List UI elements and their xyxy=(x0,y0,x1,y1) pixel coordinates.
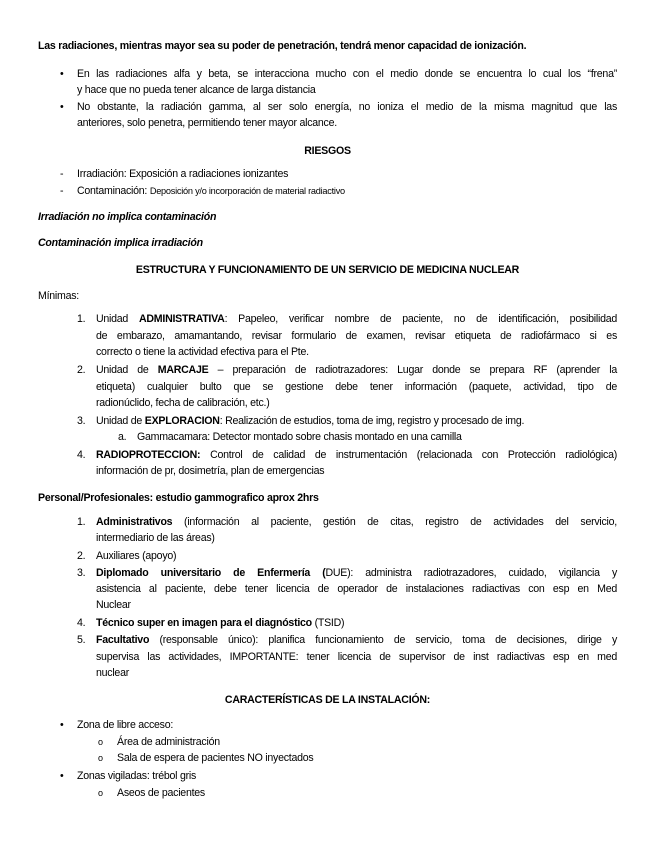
list-number: 2. xyxy=(77,364,86,376)
riesgo-item-contaminacion xyxy=(77,184,345,198)
personal-item-3-line-2: asistencia al paciente, debe tener licencia de operador de instalaciones radiactivas con esp en Med xyxy=(96,583,617,595)
sub-list-marker: a. xyxy=(118,431,127,443)
bullet-2-line-1: No obstante, la radiación gamma, al ser solo energía, no ioniza el medio de la misma magnitud que las xyxy=(77,101,617,113)
personal-item-1-line-1: Administrativos (información al paciente, gestión de citas, registro de actividades del servicio, xyxy=(96,516,617,528)
bullet-dot-icon: • xyxy=(60,770,64,782)
bullet-2-line-2: anteriores, solo penetra, permitiendo tener mayor alcance. xyxy=(77,117,337,129)
personal-item-1-line-2: intermediario de las áreas) xyxy=(96,532,215,544)
riesgo-label: Irradiación xyxy=(77,168,124,180)
personal-item-5-line-2: supervisa las actividades, IMPORTANTE: tener licencia de supervisor de inst radiactivas esp en med xyxy=(96,651,617,663)
bullet-1-line-1: En las radiaciones alfa y beta, se interacciona mucho con el medio donde se encuentra lo cual los “frena” xyxy=(77,68,617,80)
personal-heading: Personal/Profesionales: estudio gammografico aprox 2hrs xyxy=(38,492,319,504)
list-number: 4. xyxy=(77,617,86,629)
estructura-item-1-line-3: correcto o tiene la actividad efectiva para el Pte. xyxy=(96,346,309,358)
personal-item-3-line-3: Nuclear xyxy=(96,599,131,611)
bullet-1-line-2: y hace que no pueda tener alcance de larga distancia xyxy=(77,84,316,96)
estructura-item-3-sub: Gammacamara: Detector montado sobre chasis montado en una camilla xyxy=(137,431,462,443)
minimas-label: Mínimas: xyxy=(38,290,79,302)
note-contaminacion: Contaminación implica irradiación xyxy=(38,237,203,249)
instalacion-heading: CARACTERÍSTICAS DE LA INSTALACIÓN: xyxy=(224,694,431,706)
list-number: 4. xyxy=(77,449,86,461)
list-number: 1. xyxy=(77,313,86,325)
estructura-heading: ESTRUCTURA Y FUNCIONAMIENTO DE UN SERVICIO DE MEDICINA NUCLEAR xyxy=(135,264,520,276)
personal-item-2-line-1: Auxiliares (apoyo) xyxy=(96,550,177,562)
circle-bullet-icon: o xyxy=(98,788,103,798)
personal-item-5-line-3: nuclear xyxy=(96,667,129,679)
personal-item-5-line-1: Facultativo (responsable único): planifica funcionamiento de servicio, toma de decisiones, dirige y xyxy=(96,634,617,646)
riesgos-heading: RIESGOS xyxy=(304,145,351,157)
personal-item-4-line-1: Técnico super en imagen para el diagnóstico (TSID) xyxy=(96,617,345,629)
intro-paragraph: Las radiaciones, mientras mayor sea su poder de penetración, tendrá menor capacidad de ionización. xyxy=(38,40,527,52)
dash-marker: - xyxy=(60,168,64,180)
list-number: 2. xyxy=(77,550,86,562)
list-number: 3. xyxy=(77,415,86,427)
zone-sub-item: Área de administración xyxy=(117,736,220,748)
estructura-item-2-line-3: radionúclido, fecha de calibración, etc.) xyxy=(96,397,270,409)
riesgo-text: : xyxy=(144,185,150,197)
bullet-dot-icon: • xyxy=(60,719,64,731)
personal-item-3-line-1: Diplomado universitario de Enfermería (DUE): administra radiotrazadores, cuidado, vigilancia y xyxy=(96,567,618,579)
zone-sub-item: Aseos de pacientes xyxy=(117,787,205,799)
zone-libre-acceso: Zona de libre acceso: xyxy=(77,719,174,731)
dash-marker: - xyxy=(60,185,64,197)
circle-bullet-icon: o xyxy=(98,737,103,747)
list-number: 3. xyxy=(77,567,86,579)
zone-vigiladas: Zonas vigiladas: trébol gris xyxy=(77,770,197,782)
estructura-item-3-line-1: Unidad de EXPLORACION: Realización de estudios, toma de img, registro y procesado de img. xyxy=(96,415,525,427)
estructura-item-2-line-2: etiqueta) cualquier bulto que se gestione debe tener información (paquete, actividad, tipo de xyxy=(96,381,617,393)
riesgo-small-text: Deposición y/o incorporación de material radiactivo xyxy=(149,186,345,196)
riesgo-label: Contaminación xyxy=(77,185,145,197)
estructura-item-4-line-2: información de pr, dosimetría, plan de emergencias xyxy=(96,465,325,477)
bullet-dot-icon: • xyxy=(60,101,64,113)
list-number: 1. xyxy=(77,516,86,528)
estructura-item-4-line-1: RADIOPROTECCION: Control de calidad de instrumentación (relacionada con Protección radiológica) xyxy=(96,449,617,461)
list-number: 5. xyxy=(77,634,86,646)
note-irradiacion: Irradiación no implica contaminación xyxy=(38,211,217,223)
estructura-item-1-line-1: Unidad ADMINISTRATIVA: Papeleo, verificar nombre de paciente, no de identificación, posibilidad xyxy=(96,313,617,325)
estructura-item-2-line-1: Unidad de MARCAJE – preparación de radiotrazadores: Lugar donde se prepara RF (aprender la xyxy=(96,364,617,376)
riesgo-item-irradiacion xyxy=(77,167,288,181)
estructura-item-1-line-2: de embarazo, amamantando, revisar formulario de examen, revisar etiqueta de radiofármaco si es xyxy=(96,330,617,342)
zone-sub-item: Sala de espera de pacientes NO inyectados xyxy=(117,752,314,764)
circle-bullet-icon: o xyxy=(98,753,103,763)
riesgo-text: : Exposición a radiaciones ionizantes xyxy=(123,168,289,180)
bullet-dot-icon: • xyxy=(60,68,64,80)
